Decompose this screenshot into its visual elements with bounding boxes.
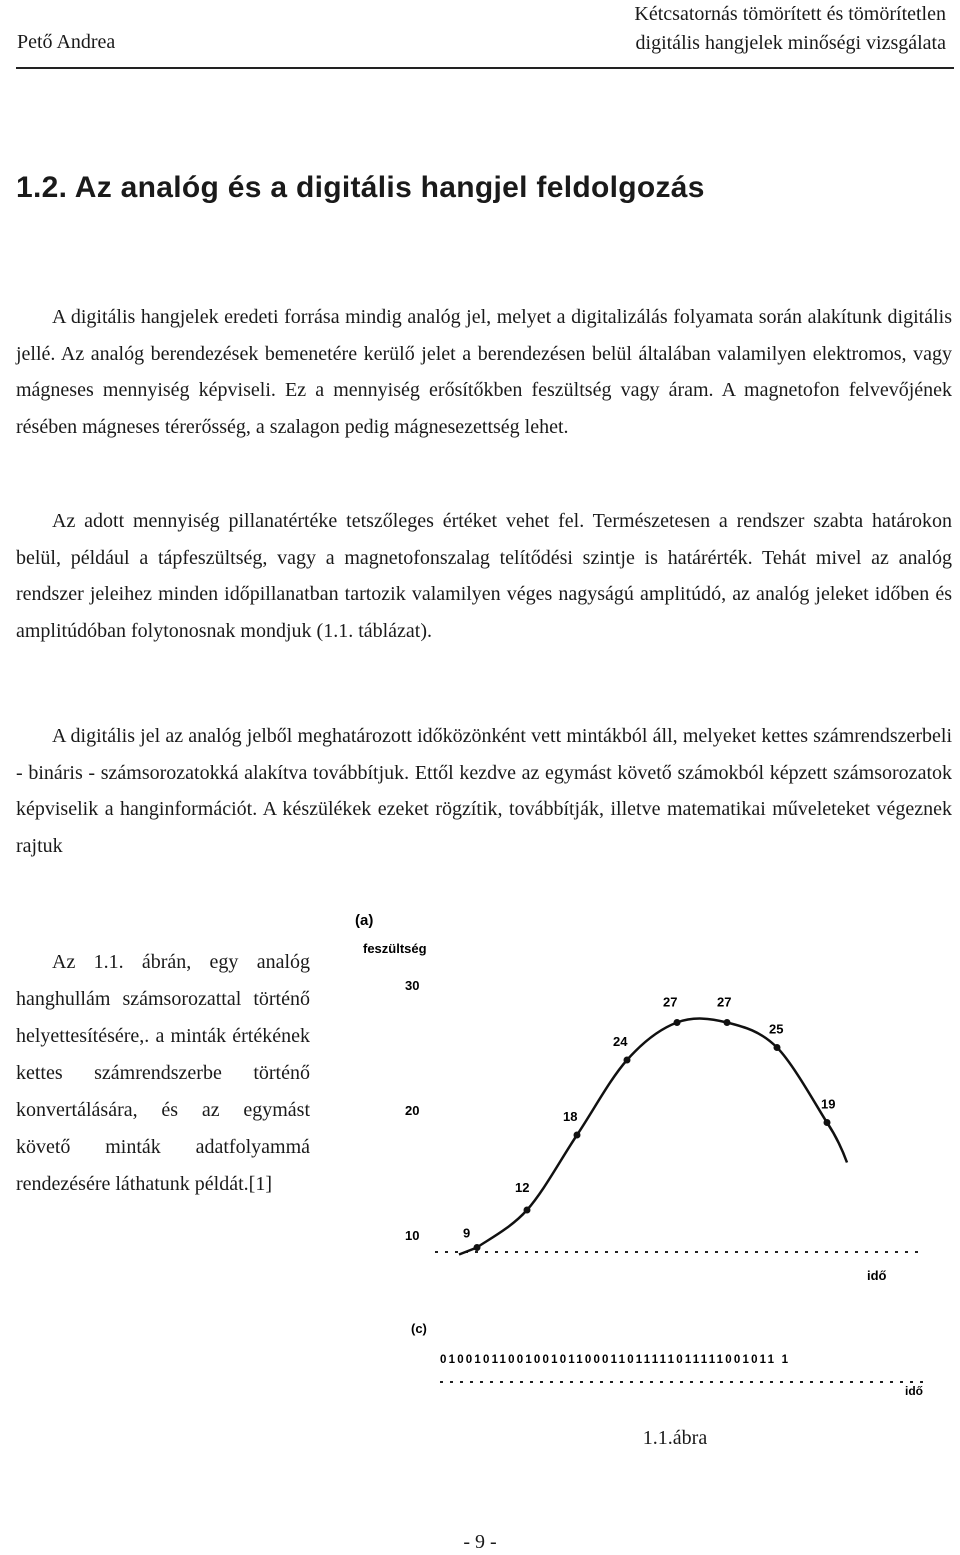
header-divider <box>16 67 954 69</box>
x-axis-label: idő <box>867 1268 887 1283</box>
y-tick-label: 20 <box>405 1103 420 1118</box>
y-tick-label: 10 <box>405 1228 420 1243</box>
sample-value-label: 12 <box>515 1180 530 1195</box>
figure-1-1 <box>345 900 955 1400</box>
paragraph-1: A digitális hangjelek eredeti forrása mindig analóg jel, melyet a digitalizálás folyamata során alakítunk digitális jellé. Az analóg berendezések bemenetére kerülő jelet a berendezésen belül általában valamilyen elektromos, vagy mágneses mennyiség képviseli. Ez a mennyiség erősítőkben feszültség vagy áram. A magnetofon felvevőjének résében mágneses térerősség, a szalagon pedig mágnesezettség lehet. <box>16 306 952 438</box>
y-tick-label: 30 <box>405 978 420 993</box>
y-axis-label: feszültség <box>363 941 427 956</box>
panel-c-label: (c) <box>411 1321 427 1336</box>
sample-point <box>474 1244 481 1251</box>
header-title-line-1: Kétcsatornás tömörített és tömörítetlen <box>634 3 946 25</box>
header-title <box>486 0 946 58</box>
panel-a-label: (a) <box>355 912 374 929</box>
sample-value-label: 18 <box>563 1109 578 1124</box>
y-tick-group <box>405 978 419 1243</box>
sample-point <box>724 1019 731 1026</box>
figure-drawing <box>345 900 955 1400</box>
sample-value-label: 27 <box>717 994 732 1010</box>
bitstream-axis-label: idő <box>905 1384 923 1398</box>
paragraph-2: Az adott mennyiség pillanatértéke tetszőleges értéket vehet fel. Természetesen a rendszer szabta határokon belül, például a tápfeszültség, vagy a magnetofonszalag telítődési szintje is határérték. Tehát mivel az analóg rendszer jeleihez minden időpillanatban tartozik valamilyen véges nagyságú amplitúdó, az analóg jeleket időben és amplitúdóban folytonosnak mondjuk (1.1. táblázat). <box>16 510 952 642</box>
sample-value-label: 25 <box>769 1021 784 1037</box>
sample-point <box>574 1132 581 1139</box>
header-author: Pető Andrea <box>17 31 116 53</box>
header-title-line-2: digitális hangjelek minőségi vizsgálata <box>635 32 946 54</box>
sample-points-group <box>463 995 835 1252</box>
figure-side-text: Az 1.1. ábrán, egy analóg hanghullám számsorozattal történő helyettesítésére,. a minták értékének kettes számrendszerbe történő konvertálására, és az egymást követő minták adatfolyammá rendezésére láthatunk példát.[1] <box>16 951 310 1195</box>
figure-caption: 1.1.ábra <box>642 1427 708 1449</box>
page-number: - 9 - <box>463 1531 497 1553</box>
sample-point <box>674 1019 681 1026</box>
bitstream: 0100101100100101100011011111011111001011 1 <box>440 1354 791 1366</box>
sample-point <box>824 1119 831 1126</box>
sample-value-label: 27 <box>663 994 678 1010</box>
sample-value-label: 24 <box>613 1034 628 1049</box>
section-heading: 1.2. Az analóg és a digitális hangjel feldolgozás <box>16 171 705 204</box>
sample-value-label: 19 <box>821 1096 836 1112</box>
sample-point <box>774 1044 781 1051</box>
sample-point <box>524 1207 531 1214</box>
sample-point <box>624 1057 631 1064</box>
analog-wave-curve <box>459 1019 847 1255</box>
sample-value-label: 9 <box>463 1225 471 1241</box>
paragraph-3: A digitális jel az analóg jelből meghatározott időközönként vett mintákból áll, melyeket kettes számrendszerbeli - bináris - számsorozatokká alakítva továbbítjuk. Ettől kezdve az egymást követő számokból képzett számsorozatok képviselik a hanginformációt. A készülékek ezeket rögzítik, továbbítják, illetve matematikai műveleteket végeznek rajtuk <box>16 725 952 857</box>
